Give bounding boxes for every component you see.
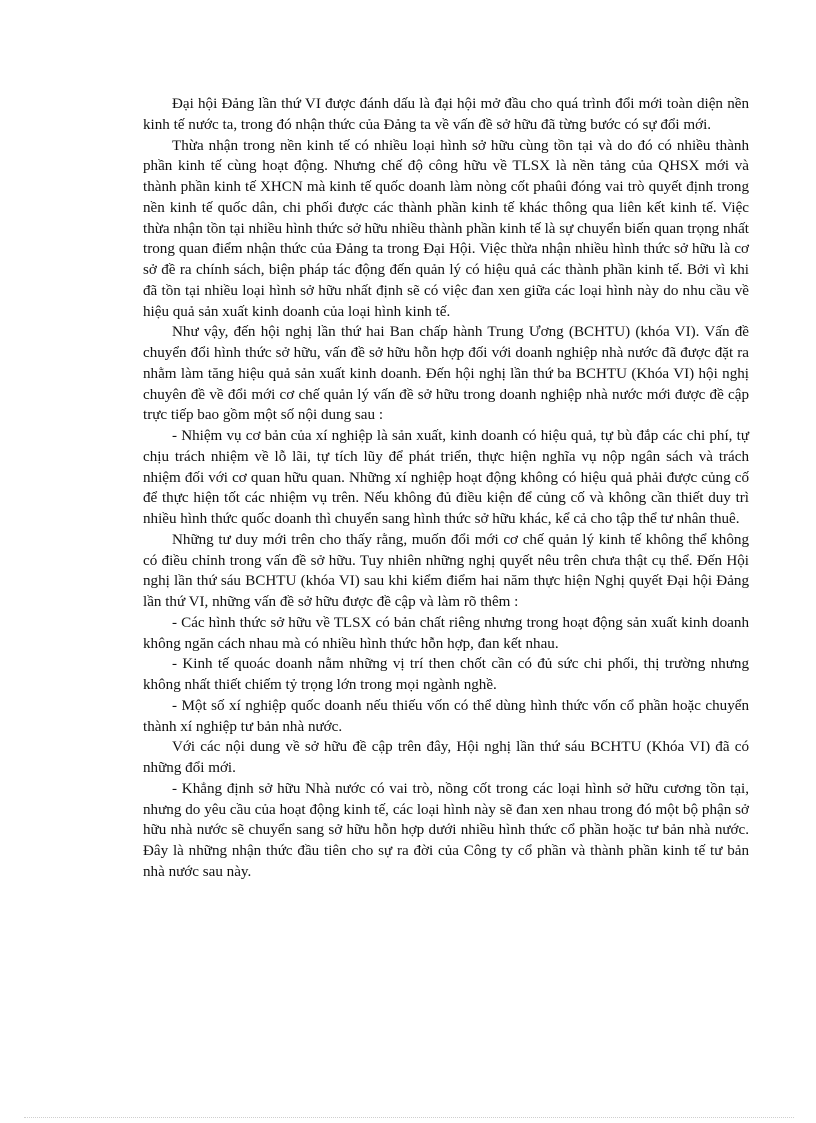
page-bottom-divider — [24, 1117, 794, 1118]
paragraph-8: - Một số xí nghiệp quốc doanh nếu thiếu vốn có thể dùng hình thức vốn cổ phần hoặc chuyển thành xí nghiệp tư bản nhà nước. — [143, 697, 749, 735]
paragraph-9: Với các nội dung về sở hữu đề cập trên đây, Hội nghị lần thứ sáu BCHTU (Khóa VI) đã có những đổi mới. — [143, 739, 749, 776]
paragraph-10: - Khẳng định sở hữu Nhà nước có vai trò, nồng cốt trong các loại hình sở hữu cương tồn tại, nhưng do yêu cầu của hoạt động kinh tế, các loại hình này sẽ đan xen nhau trong đó một bộ phận sở hữu nhà nước sẽ chuyển sang sở hữu hỗn hợp dưới nhiều hình thức cổ phần hoặc tư bản nhà nước. Đây là những nhận thức đầu tiên cho sự ra đời của Công ty cổ phần và thành phần kinh tế tư bản nhà nước sau này. — [143, 780, 749, 880]
paragraph-3: Như vậy, đến hội nghị lần thứ hai Ban chấp hành Trung Ương (BCHTU) (khóa VI). Vấn đề chuyển đổi hình thức sở hữu, vấn đề sở hữu hỗn hợp đối với doanh nghiệp nhà nước đã được đặt ra nhằm làm tăng hiệu quả sản xuất kinh doanh. Đến hội nghị lần thứ ba BCHTU (Khóa VI) hội nghị chuyên đề về đổi mới cơ chế quản lý vấn đề sở hữu trong doanh nghiệp nhà nước mới được đề cập trực tiếp bao gồm một số nội dung sau : — [143, 324, 749, 424]
document-body — [143, 94, 749, 883]
paragraph-1: Đại hội Đảng lần thứ VI được đánh dấu là đại hội mở đầu cho quá trình đổi mới toàn diện nền kinh tế nước ta, trong đó nhận thức của Đảng ta về vấn đề sở hữu đã từng bước có sự đổi mới. — [143, 96, 749, 133]
paragraph-2: Thừa nhận trong nền kinh tế có nhiều loại hình sở hữu cùng tồn tại và do đó có nhiều thành phần kinh tế cùng hoạt động. Nhưng chế độ công hữu về TLSX là nền tảng của QHSX mới và thành phần kinh tế XHCN mà kinh tế quốc doanh làm nòng cốt phaûi đóng vai trò quyết định trong nền kinh tế quốc dân, chi phối được các thành phần kinh tế khác thông qua liên kết kinh tế. Việc thừa nhận tồn tại nhiều hình thức sở hữu nhiều thành phần kinh tế là sự chuyển biến quan trọng nhất trong quan điểm nhận thức của Đảng ta trong Đại Hội. Việc thừa nhận nhiều hình thức sở hữu là cơ sở đề ra chính sách, biện pháp tác động đến quản lý có hiệu quả các thành phần kinh tế. Bởi vì khi đã tồn tại nhiều loại hình sở hữu nhất định sẽ có việc đan xen giữa các loại hình này do nhu cầu về hiệu quả sản xuất kinh doanh của loại hình kinh tế. — [143, 137, 749, 320]
paragraph-5: Những tư duy mới trên cho thấy rằng, muốn đổi mới cơ chế quản lý kinh tế không thể không có điều chỉnh trong vấn đề sở hữu. Tuy nhiên những nghị quyết nêu trên chưa thật cụ thể. Đến Hội nghị lần thứ sáu BCHTU (khóa VI) sau khi kiểm điểm hai năm thực hiện Nghị quyết Đại hội Đảng lần thứ VI, những vấn đề sở hữu được đề cập và làm rõ thêm : — [143, 531, 749, 610]
paragraph-7: - Kinh tế quoác doanh nằm những vị trí then chốt cần có đủ sức chi phối, thị trường nhưng không nhất thiết chiếm tỷ trọng lớn trong mọi ngành nghề. — [143, 656, 749, 693]
paragraph-6: - Các hình thức sở hữu về TLSX có bản chất riêng nhưng trong hoạt động sản xuất kinh doanh không ngăn cách nhau mà có nhiều hình thức hỗn hợp, đan kết nhau. — [143, 614, 749, 652]
paragraph-4: - Nhiệm vụ cơ bản của xí nghiệp là sản xuất, kinh doanh có hiệu quả, tự bù đắp các chi phí, tự chịu trách nhiệm về lỗ lãi, tự tích lũy để phát triển, thực hiện nghĩa vụ nộp ngân sách và trách nhiệm đối với cơ quan hữu quan. Những xí nghiệp hoạt động không có hiệu quả phải được củng cố để thực hiện tốt các nhiệm vụ trên. Nếu không đủ điều kiện để củng cố và không cần thiết duy trì nhiều hình thức quốc doanh thì chuyển sang hình thức sở hữu khác, kể cả cho tập thể tư nhân thuê. — [143, 428, 749, 527]
